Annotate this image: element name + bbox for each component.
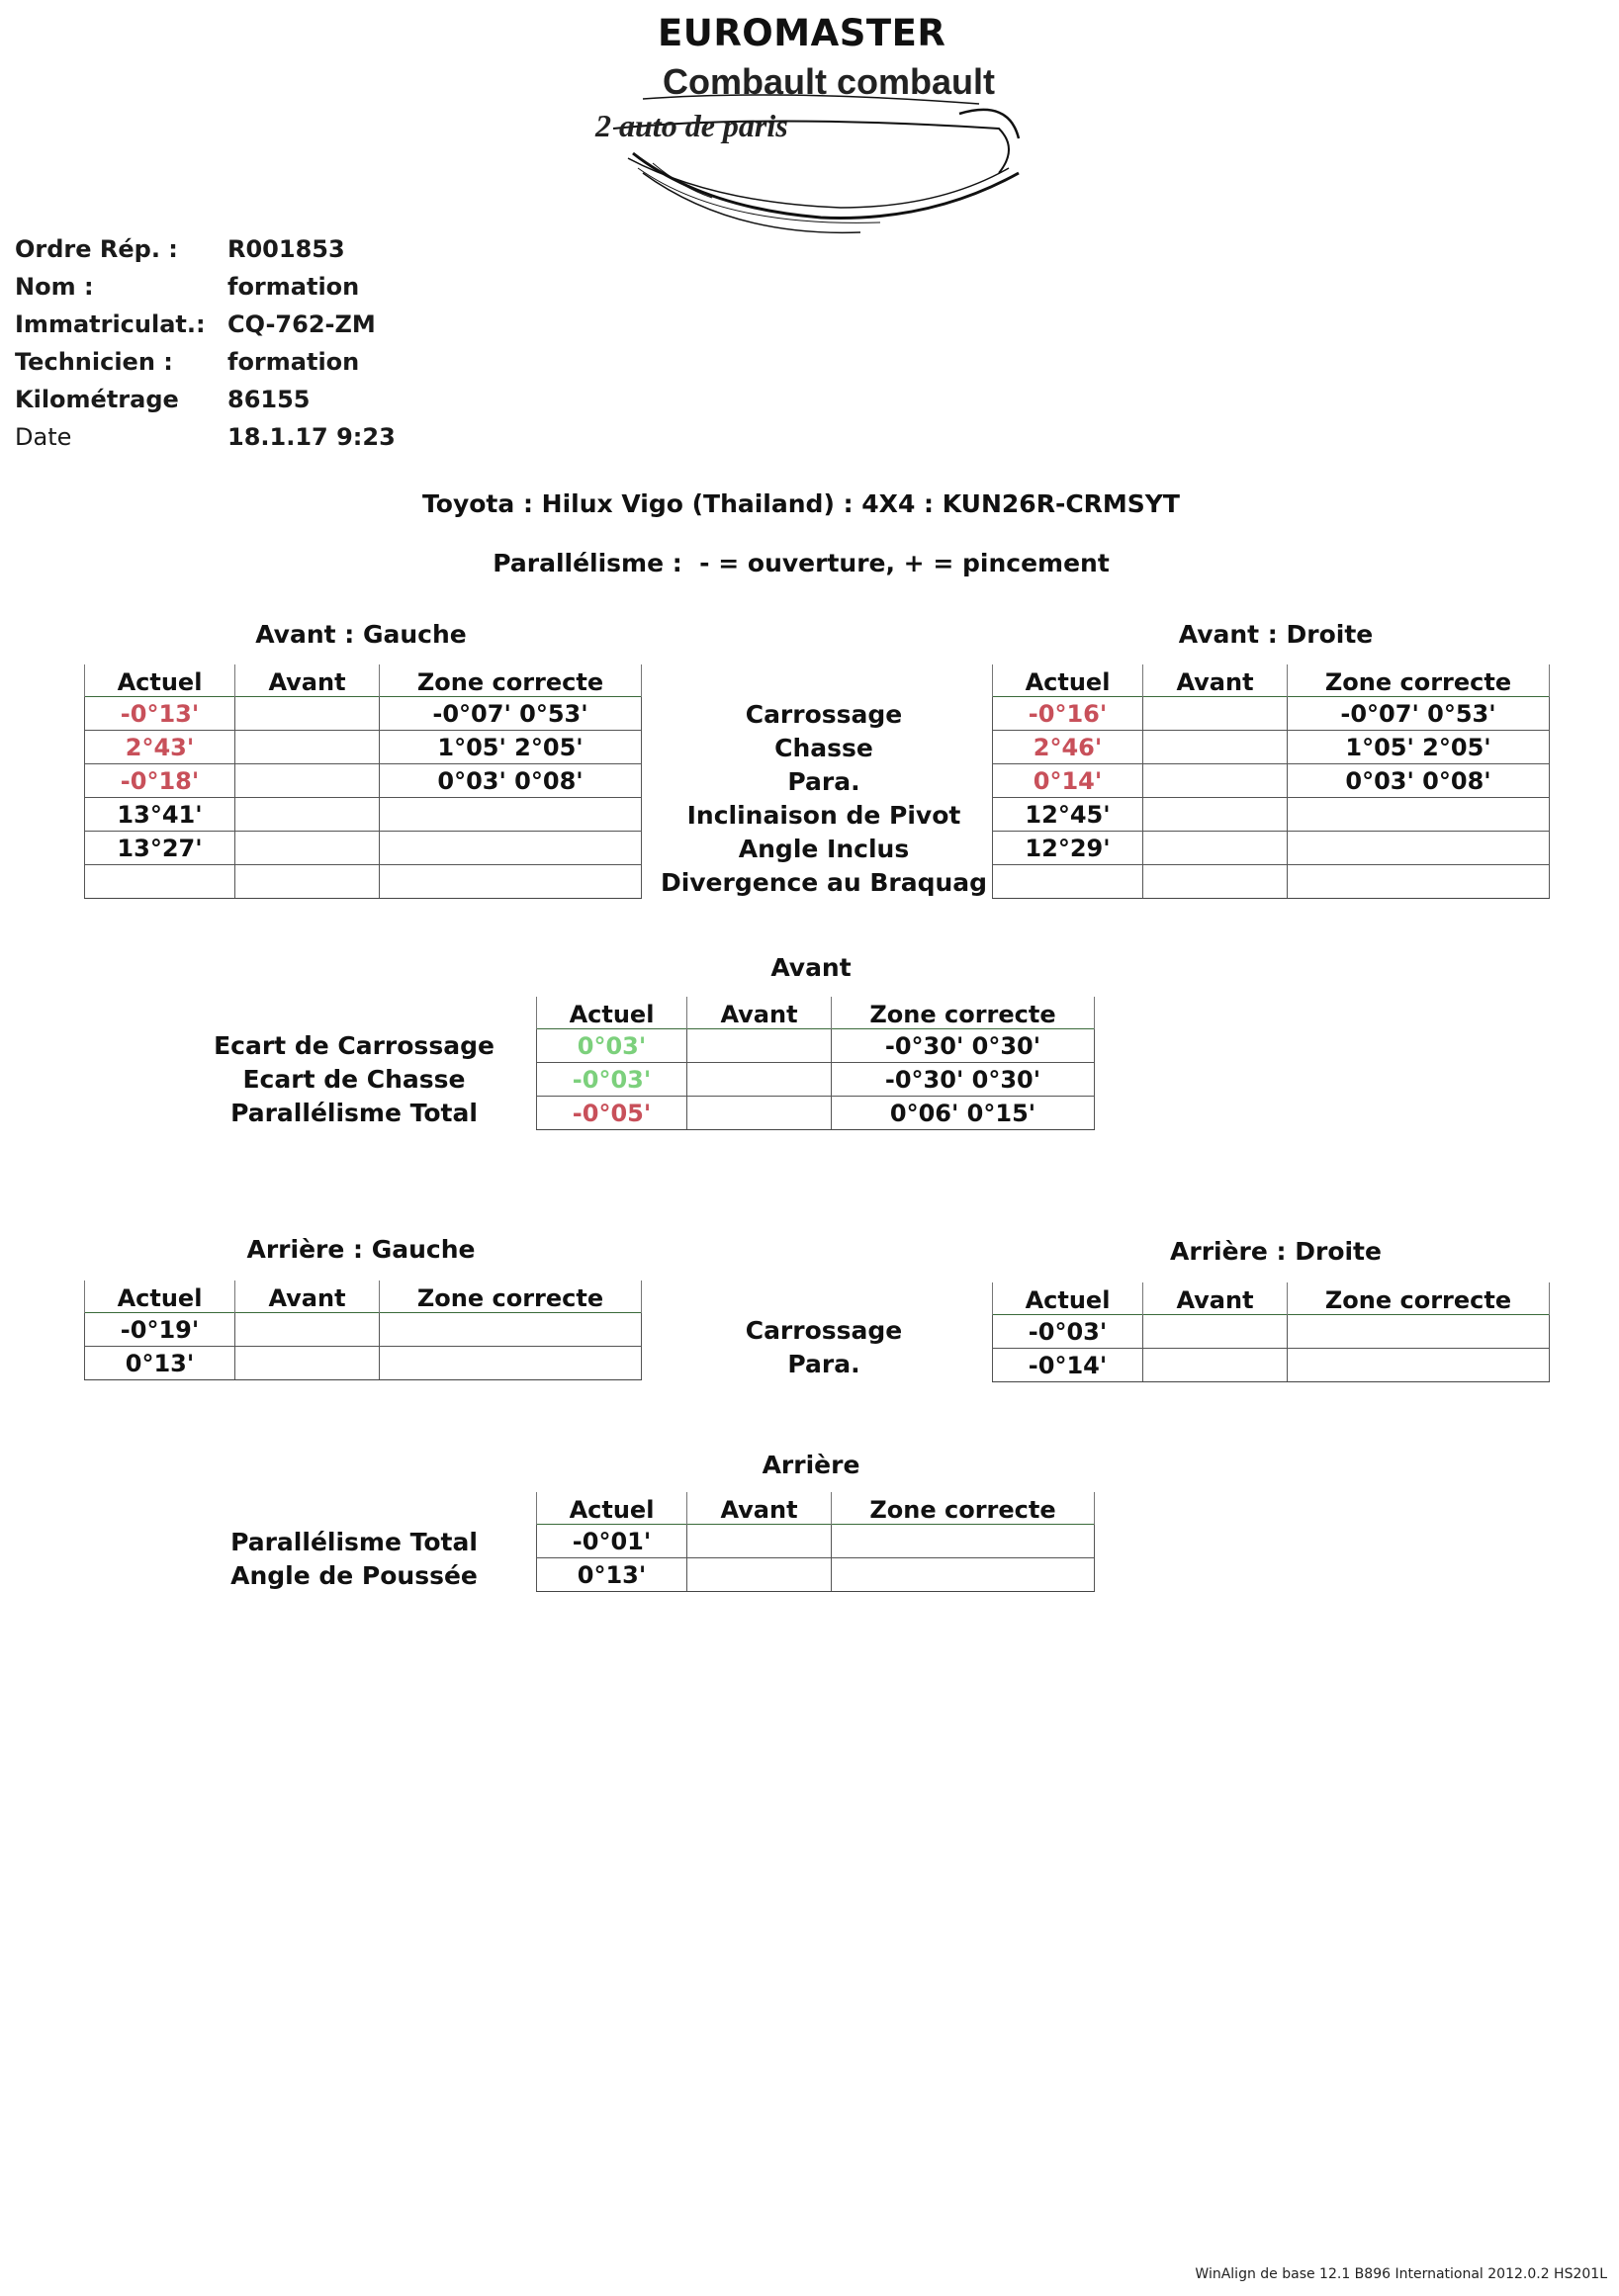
info-label: Ordre Rép. : (15, 235, 178, 263)
info-value: formation (227, 348, 360, 376)
tolerance-range (1288, 865, 1550, 899)
before-value (1143, 731, 1288, 764)
tolerance-range: 0°06' 0°15' (832, 1097, 1095, 1130)
table-row (85, 731, 642, 764)
table-row (537, 1525, 1095, 1558)
tolerance-range: -0°07' 0°53' (1288, 697, 1550, 731)
tolerance-range: 0°03' 0°08' (380, 764, 642, 798)
actual-value: -0°13' (85, 697, 235, 731)
info-row (15, 235, 509, 271)
logo-text-2: 2 auto de paris (595, 108, 788, 143)
before-value (1143, 1315, 1288, 1349)
table-row (85, 865, 642, 899)
front-right-title: Avant : Droite (1178, 620, 1374, 649)
rear-row-label: Carrossage (745, 1316, 903, 1345)
table-row (537, 1097, 1095, 1130)
front-axle-row-label: Ecart de Chasse (242, 1065, 466, 1094)
info-value: 18.1.17 9:23 (227, 423, 396, 451)
before-value (1143, 764, 1288, 798)
table-row (993, 731, 1550, 764)
table-row (993, 1315, 1550, 1349)
before-value (1143, 798, 1288, 832)
actual-value: 0°13' (537, 1558, 687, 1592)
column-header: Zone correcte (380, 664, 642, 697)
table-row (85, 697, 642, 731)
column-header: Avant (687, 997, 832, 1029)
actual-value: 13°27' (85, 832, 235, 865)
front-row-label: Divergence au Braquag (660, 868, 988, 897)
before-value (1143, 865, 1288, 899)
before-value (1143, 697, 1288, 731)
actual-value: 12°45' (993, 798, 1143, 832)
table-row (993, 764, 1550, 798)
tolerance-range (1288, 832, 1550, 865)
actual-value: -0°16' (993, 697, 1143, 731)
column-header: Avant (1143, 664, 1288, 697)
info-row (15, 310, 509, 346)
rear-right-title: Arrière : Droite (1170, 1237, 1382, 1266)
actual-value (85, 865, 235, 899)
table-row (993, 1349, 1550, 1382)
front-row-label: Carrossage (745, 700, 903, 729)
rear-left-table (84, 1280, 642, 1380)
column-header: Actuel (85, 664, 235, 697)
table-row (85, 798, 642, 832)
actual-value: 2°43' (85, 731, 235, 764)
actual-value: -0°19' (85, 1313, 235, 1347)
before-value (235, 1347, 380, 1380)
column-header: Zone correcte (1288, 664, 1550, 697)
actual-value: 2°46' (993, 731, 1143, 764)
info-label: Nom : (15, 273, 94, 301)
before-value (235, 731, 380, 764)
actual-value: -0°05' (537, 1097, 687, 1130)
actual-value: -0°03' (537, 1063, 687, 1097)
actual-value: 13°41' (85, 798, 235, 832)
actual-value: -0°14' (993, 1349, 1143, 1382)
column-header: Zone correcte (832, 997, 1095, 1029)
info-row (15, 386, 509, 421)
table-row (85, 1347, 642, 1380)
front-left-title: Avant : Gauche (255, 620, 467, 649)
info-value: R001853 (227, 235, 345, 263)
info-label: Immatriculat.: (15, 310, 206, 338)
actual-value: -0°01' (537, 1525, 687, 1558)
before-value (687, 1097, 832, 1130)
tolerance-range: -0°30' 0°30' (832, 1029, 1095, 1063)
actual-value: 12°29' (993, 832, 1143, 865)
front-left-table (84, 664, 642, 899)
rear-row-label: Para. (787, 1350, 860, 1378)
table-row (993, 697, 1550, 731)
software-version: WinAlign de base 12.1 B896 International 2012.0.2 HS201L (1195, 2266, 1607, 2282)
tolerance-range: 0°03' 0°08' (1288, 764, 1550, 798)
column-header: Avant (235, 1280, 380, 1313)
info-row (15, 273, 509, 309)
info-value: formation (227, 273, 360, 301)
tolerance-range (1288, 798, 1550, 832)
tolerance-range (832, 1525, 1095, 1558)
before-value (1143, 1349, 1288, 1382)
tolerance-range: -0°07' 0°53' (380, 697, 642, 731)
front-axle-row-label: Parallélisme Total (230, 1099, 478, 1127)
front-right-table (992, 664, 1550, 899)
rear-axle-row-label: Parallélisme Total (230, 1528, 478, 1556)
column-header: Actuel (85, 1280, 235, 1313)
tolerance-range (832, 1558, 1095, 1592)
column-header: Avant (1143, 1282, 1288, 1315)
before-value (687, 1063, 832, 1097)
actual-value: 0°13' (85, 1347, 235, 1380)
column-header: Actuel (993, 664, 1143, 697)
column-header: Avant (235, 664, 380, 697)
front-axle-row-label: Ecart de Carrossage (214, 1031, 495, 1060)
rear-right-table (992, 1282, 1550, 1382)
column-header: Actuel (537, 1492, 687, 1525)
actual-value: -0°18' (85, 764, 235, 798)
info-value: CQ-762-ZM (227, 310, 376, 338)
toe-legend: Parallélisme : - = ouverture, + = pincement (493, 549, 1110, 577)
dealer-logo (584, 59, 1038, 237)
front-axle-title: Avant (770, 953, 852, 982)
rear-left-title: Arrière : Gauche (246, 1235, 476, 1264)
tolerance-range (1288, 1315, 1550, 1349)
vehicle-description: Toyota : Hilux Vigo (Thailand) : 4X4 : KUN26R-CRMSYT (422, 489, 1180, 518)
before-value (687, 1029, 832, 1063)
table-row (993, 832, 1550, 865)
column-header: Zone correcte (832, 1492, 1095, 1525)
before-value (235, 697, 380, 731)
front-row-label: Inclinaison de Pivot (686, 801, 961, 830)
front-row-label: Chasse (774, 734, 873, 762)
actual-value: -0°03' (993, 1315, 1143, 1349)
actual-value: 0°14' (993, 764, 1143, 798)
brand-title: EUROMASTER (658, 12, 946, 54)
tolerance-range: 1°05' 2°05' (1288, 731, 1550, 764)
before-value (235, 764, 380, 798)
before-value (235, 798, 380, 832)
tolerance-range: -0°30' 0°30' (832, 1063, 1095, 1097)
column-header: Avant (687, 1492, 832, 1525)
table-row (537, 1029, 1095, 1063)
table-row (85, 1313, 642, 1347)
before-value (687, 1558, 832, 1592)
table-row (537, 1063, 1095, 1097)
front-axle-table (536, 997, 1095, 1130)
rear-axle-title: Arrière (762, 1451, 860, 1479)
table-row (537, 1558, 1095, 1592)
front-row-label: Angle Inclus (738, 835, 910, 863)
column-header: Actuel (993, 1282, 1143, 1315)
column-header: Actuel (537, 997, 687, 1029)
table-row (85, 832, 642, 865)
rear-axle-table (536, 1492, 1095, 1592)
info-value: 86155 (227, 386, 311, 413)
column-header: Zone correcte (1288, 1282, 1550, 1315)
logo-text-1: Combault combault (663, 61, 996, 102)
tolerance-range: 1°05' 2°05' (380, 731, 642, 764)
column-header: Zone correcte (380, 1280, 642, 1313)
info-label: Date (15, 423, 72, 451)
before-value (235, 1313, 380, 1347)
info-row (15, 348, 509, 384)
before-value (687, 1525, 832, 1558)
table-row (993, 798, 1550, 832)
info-label: Technicien : (15, 348, 173, 376)
tolerance-range (1288, 1349, 1550, 1382)
before-value (235, 832, 380, 865)
actual-value: 0°03' (537, 1029, 687, 1063)
front-row-label: Para. (787, 767, 860, 796)
info-row (15, 423, 509, 459)
rear-axle-row-label: Angle de Poussée (230, 1561, 478, 1590)
before-value (235, 865, 380, 899)
table-row (993, 865, 1550, 899)
info-label: Kilométrage (15, 386, 179, 413)
before-value (1143, 832, 1288, 865)
table-row (85, 764, 642, 798)
